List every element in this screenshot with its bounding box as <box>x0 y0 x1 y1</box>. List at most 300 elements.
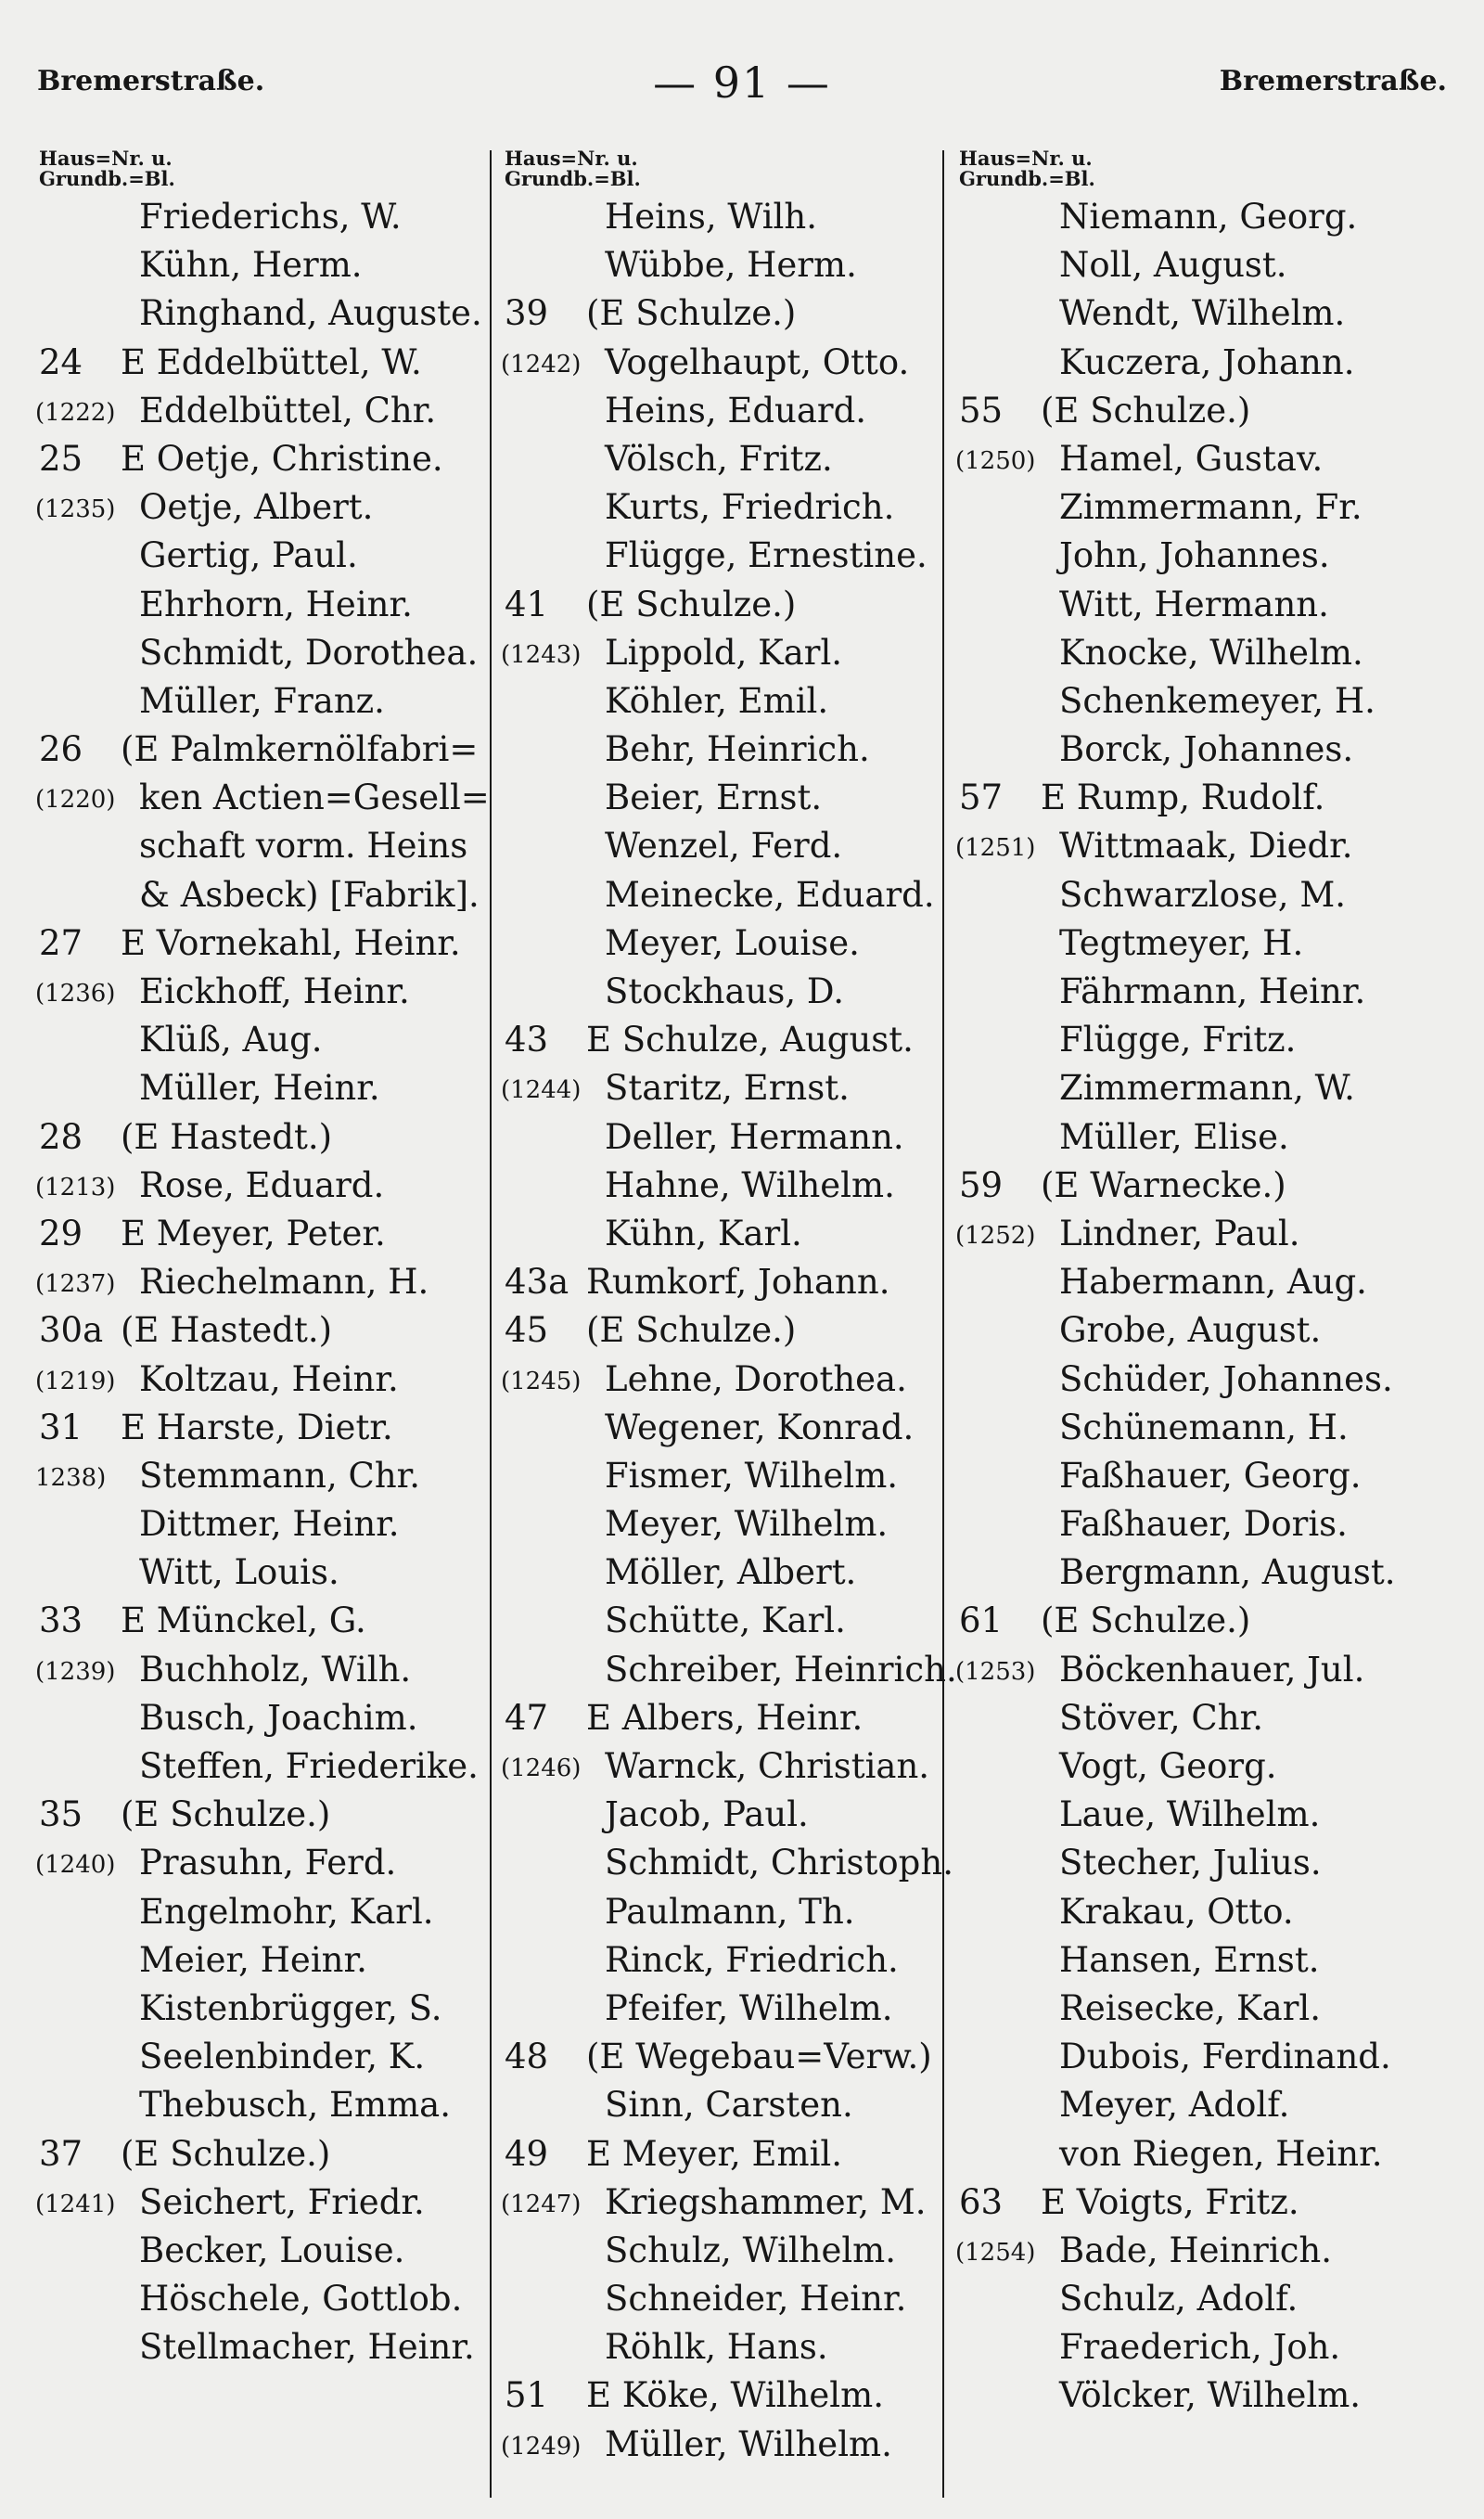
directory-entry <box>501 1356 953 1404</box>
directory-entry <box>501 1742 953 1791</box>
directory-entry <box>501 2421 953 2469</box>
house-number: 43 <box>505 1020 549 1060</box>
resident-name: & Asbeck) [Fabrik]. <box>139 874 480 915</box>
resident-name: Meinecke, Eduard. <box>605 874 935 915</box>
land-register-number: (1219) <box>35 1367 116 1395</box>
directory-entry <box>35 2275 490 2323</box>
house-number: 35 <box>39 1794 83 1835</box>
resident-name: E Vornekahl, Heinr. <box>121 922 461 963</box>
page-header <box>37 58 1447 121</box>
house-number: 57 <box>959 778 1004 818</box>
resident-name: Wittmaak, Diedr. <box>1059 826 1353 867</box>
land-register-number: (1253) <box>955 1657 1036 1686</box>
resident-name: Rose, Eduard. <box>139 1164 385 1205</box>
directory-entry <box>35 726 490 774</box>
directory-entry <box>35 968 490 1016</box>
directory-entry <box>35 1162 490 1210</box>
directory-entry <box>955 629 1447 677</box>
directory-entry <box>501 289 953 338</box>
directory-entry <box>501 1113 953 1162</box>
directory-entry <box>955 1839 1447 1887</box>
directory-entry <box>955 968 1447 1016</box>
directory-entry <box>955 919 1447 968</box>
resident-name: Sinn, Carsten. <box>605 2085 853 2126</box>
resident-name: Buchholz, Wilh. <box>139 1649 412 1690</box>
directory-entry <box>955 822 1447 870</box>
resident-name: Vogelhaupt, Otto. <box>605 341 910 382</box>
resident-name: Schenkemeyer, H. <box>1059 680 1375 721</box>
land-register-number: (1243) <box>501 640 582 669</box>
house-number: 41 <box>505 584 549 624</box>
resident-name: Schwarzlose, M. <box>1059 874 1346 915</box>
directory-entry <box>501 1258 953 1306</box>
directory-entry <box>955 2275 1447 2323</box>
directory-entry <box>501 1452 953 1500</box>
directory-entry <box>955 677 1447 726</box>
resident-name: Wegener, Konrad. <box>605 1407 915 1447</box>
land-register-number: (1245) <box>501 1367 582 1395</box>
directory-entry <box>955 1936 1447 1985</box>
directory-entry <box>955 339 1447 387</box>
house-number: 43a <box>505 1262 569 1303</box>
directory-entry <box>35 677 490 726</box>
page-number: — 91 — <box>653 58 831 108</box>
resident-name: (E Schulze.) <box>1041 390 1251 431</box>
resident-name: schaft vorm. Heins <box>139 826 468 867</box>
resident-name: Witt, Louis. <box>139 1552 339 1593</box>
directory-entry <box>955 2371 1447 2420</box>
directory-entry <box>501 968 953 1016</box>
resident-name: Hahne, Wilhelm. <box>605 1164 895 1205</box>
resident-name: Schneider, Heinr. <box>605 2279 907 2320</box>
resident-name: E Schulze, August. <box>586 1020 914 1060</box>
directory-entry <box>35 1985 490 2033</box>
resident-name: Knocke, Wilhelm. <box>1059 632 1363 673</box>
house-number: 33 <box>39 1600 83 1641</box>
directory-entry <box>955 1113 1447 1162</box>
resident-name: Schünemann, H. <box>1059 1407 1349 1447</box>
resident-name: Zimmermann, Fr. <box>1059 487 1362 528</box>
land-register-number: (1240) <box>35 1851 116 1880</box>
resident-name: Schulz, Wilhelm. <box>605 2230 897 2270</box>
directory-entry <box>35 1113 490 1162</box>
resident-name: Meyer, Adolf. <box>1059 2085 1290 2126</box>
column-label-land-register: Grundb.=Bl. <box>959 167 1095 190</box>
directory-entry <box>35 532 490 580</box>
house-number: 26 <box>39 729 83 770</box>
directory-entry <box>955 289 1447 338</box>
directory-entry <box>35 1646 490 1694</box>
resident-name: Rinck, Friedrich. <box>605 1939 899 1980</box>
directory-entry <box>501 1791 953 1839</box>
column-label-house-number: Haus=Nr. u. <box>959 147 1093 170</box>
directory-entry <box>501 1646 957 1694</box>
resident-name: (E Schulze.) <box>121 2133 331 2174</box>
directory-entry <box>501 2227 953 2275</box>
resident-name: E Münckel, G. <box>121 1600 366 1641</box>
resident-name: Niemann, Georg. <box>1059 197 1358 237</box>
resident-name: (E Schulze.) <box>121 1794 331 1835</box>
directory-entry <box>501 241 953 289</box>
directory-entry <box>955 2130 1447 2178</box>
directory-entry <box>35 483 490 532</box>
house-number: 25 <box>39 438 83 479</box>
resident-name: Reisecke, Karl. <box>1059 1987 1322 2028</box>
directory-entry <box>501 1500 953 1549</box>
directory-entry <box>35 387 490 435</box>
directory-entry <box>955 1500 1447 1549</box>
directory-entry <box>35 1064 490 1112</box>
land-register-number: (1237) <box>35 1270 116 1299</box>
resident-name: Dubois, Ferdinand. <box>1059 2037 1391 2077</box>
directory-entry <box>35 2323 490 2371</box>
resident-name: Faßhauer, Georg. <box>1059 1455 1362 1496</box>
resident-name: Flügge, Ernestine. <box>605 535 928 576</box>
directory-entry <box>501 774 953 822</box>
resident-name: Paulmann, Th. <box>605 1891 855 1932</box>
land-register-number: (1222) <box>35 398 116 427</box>
directory-entry <box>955 1356 1447 1404</box>
land-register-number: (1244) <box>501 1076 582 1105</box>
directory-entry <box>955 2323 1447 2371</box>
resident-name: Müller, Franz. <box>139 680 385 721</box>
directory-entry <box>35 1839 490 1887</box>
directory-entry <box>501 483 953 532</box>
resident-name: Müller, Elise. <box>1059 1116 1289 1157</box>
resident-name: Deller, Hermann. <box>605 1116 904 1157</box>
directory-column-1 <box>35 148 490 2505</box>
resident-name: Borck, Johannes. <box>1059 729 1354 770</box>
directory-entry <box>501 532 953 580</box>
house-number: 37 <box>39 2133 83 2174</box>
directory-entry <box>955 1162 1447 1210</box>
resident-name: (E Wegebau=Verw.) <box>586 2037 932 2077</box>
land-register-number: (1247) <box>501 2190 582 2218</box>
directory-entry <box>955 1888 1447 1936</box>
resident-name: Krakau, Otto. <box>1059 1891 1294 1932</box>
land-register-number: (1220) <box>35 786 116 815</box>
column-label-house-number: Haus=Nr. u. <box>505 147 638 170</box>
directory-entry <box>501 1694 953 1742</box>
resident-name: Klüß, Aug. <box>139 1020 323 1060</box>
house-number: 24 <box>39 341 83 382</box>
directory-entry <box>501 193 953 241</box>
directory-entry <box>955 1016 1447 1064</box>
directory-entry <box>955 1646 1447 1694</box>
directory-entry <box>501 339 953 387</box>
entry-list <box>955 193 1447 2421</box>
directory-entry <box>501 1210 953 1258</box>
resident-name: E Rump, Rudolf. <box>1041 778 1325 818</box>
land-register-number: (1246) <box>501 1754 582 1782</box>
resident-name: (E Warnecke.) <box>1041 1164 1286 1205</box>
resident-name: Fismer, Wilhelm. <box>605 1455 899 1496</box>
land-register-number: (1249) <box>501 2432 582 2461</box>
resident-name: Fraederich, Joh. <box>1059 2327 1341 2368</box>
directory-entry <box>35 2178 490 2227</box>
directory-entry <box>35 1306 490 1355</box>
resident-name: Müller, Heinr. <box>139 1068 380 1109</box>
directory-entry <box>501 2178 953 2227</box>
resident-name: Kurts, Friedrich. <box>605 487 895 528</box>
house-number: 48 <box>505 2037 549 2077</box>
directory-entry <box>955 241 1447 289</box>
running-head-right: Bremerstraße. <box>1219 65 1447 97</box>
land-register-number: (1241) <box>35 2190 116 2218</box>
directory-entry <box>955 2033 1447 2081</box>
resident-name: (E Palmkernölfabri= <box>121 729 479 770</box>
directory-entry <box>35 1016 490 1064</box>
directory-entry <box>501 1064 953 1112</box>
directory-entry <box>35 289 490 338</box>
resident-name: (E Schulze.) <box>586 584 797 624</box>
directory-entry <box>501 2323 953 2371</box>
directory-entry <box>35 629 490 677</box>
entry-list <box>501 193 957 2469</box>
directory-entry <box>501 1936 953 1985</box>
directory-entry <box>955 871 1447 919</box>
resident-name: (E Schulze.) <box>586 1310 797 1351</box>
resident-name: Böckenhauer, Jul. <box>1059 1649 1365 1690</box>
resident-name: Seichert, Friedr. <box>139 2181 425 2222</box>
directory-entry <box>955 1404 1447 1452</box>
resident-name: Vogt, Georg. <box>1059 1746 1277 1786</box>
directory-entry <box>35 1356 490 1404</box>
house-number: 61 <box>959 1600 1004 1641</box>
resident-name: Staritz, Ernst. <box>605 1068 850 1109</box>
house-number: 59 <box>959 1164 1004 1205</box>
resident-name: Kistenbrügger, S. <box>139 1987 442 2028</box>
house-number: 55 <box>959 390 1004 431</box>
directory-entry <box>35 1888 490 1936</box>
directory-entry <box>35 193 490 241</box>
resident-name: Heins, Eduard. <box>605 390 867 431</box>
directory-entry <box>955 1258 1447 1306</box>
directory-entry <box>955 1306 1447 1355</box>
resident-name: ken Actien=Gesell= <box>139 778 490 818</box>
resident-name: E Oetje, Christine. <box>121 438 443 479</box>
directory-entry <box>955 1597 1447 1645</box>
resident-name: (E Schulze.) <box>586 293 797 334</box>
resident-name: Lippold, Karl. <box>605 632 843 673</box>
house-number: 31 <box>39 1407 83 1447</box>
directory-entry <box>501 726 953 774</box>
resident-name: Stöver, Chr. <box>1059 1697 1263 1738</box>
resident-name: Behr, Heinrich. <box>605 729 870 770</box>
resident-name: Wendt, Wilhelm. <box>1059 293 1346 334</box>
resident-name: (E Schulze.) <box>1041 1600 1251 1641</box>
resident-name: Ehrhorn, Heinr. <box>139 584 413 624</box>
directory-entry <box>35 2130 490 2178</box>
directory-entry <box>35 1404 490 1452</box>
directory-entry <box>501 2371 953 2420</box>
resident-name: Witt, Hermann. <box>1059 584 1329 624</box>
directory-entry <box>501 2033 953 2081</box>
resident-name: Warnck, Christian. <box>605 1746 930 1786</box>
resident-name: Schreiber, Heinrich. <box>605 1649 957 1690</box>
directory-entry <box>501 871 953 919</box>
directory-entry <box>35 339 490 387</box>
directory-entry <box>35 1452 490 1500</box>
directory-entry <box>955 2227 1447 2275</box>
resident-name: Koltzau, Heinr. <box>139 1358 399 1399</box>
resident-name: Ringhand, Auguste. <box>139 293 482 334</box>
directory-entry <box>501 629 953 677</box>
resident-name: Schmidt, Christoph. <box>605 1843 953 1883</box>
resident-name: Steffen, Friederike. <box>139 1746 479 1786</box>
resident-name: Möller, Albert. <box>605 1552 857 1593</box>
directory-entry <box>955 1064 1447 1112</box>
resident-name: von Riegen, Heinr. <box>1059 2133 1383 2174</box>
directory-entry <box>955 483 1447 532</box>
resident-name: Faßhauer, Doris. <box>1059 1504 1348 1545</box>
directory-entry <box>955 1452 1447 1500</box>
resident-name: Hansen, Ernst. <box>1059 1939 1320 1980</box>
directory-entry <box>955 774 1447 822</box>
directory-entry <box>35 581 490 629</box>
directory-column-3 <box>955 148 1447 2505</box>
resident-name: Eickhoff, Heinr. <box>139 971 410 1011</box>
directory-entry <box>501 1404 953 1452</box>
directory-entry <box>35 435 490 483</box>
resident-name: Schüder, Johannes. <box>1059 1358 1393 1399</box>
directory-entry <box>35 2227 490 2275</box>
directory-entry <box>955 1549 1447 1597</box>
directory-entry <box>35 1258 490 1306</box>
resident-name: Seelenbinder, K. <box>139 2037 426 2077</box>
resident-name: E Voigts, Fritz. <box>1041 2181 1299 2222</box>
resident-name: Jacob, Paul. <box>605 1794 809 1835</box>
resident-name: Höschele, Gottlob. <box>139 2279 463 2320</box>
resident-name: Schmidt, Dorothea. <box>139 632 479 673</box>
resident-name: Oetje, Albert. <box>139 487 374 528</box>
directory-entry <box>501 1016 953 1064</box>
directory-entry <box>501 919 953 968</box>
directory-entry <box>501 2275 953 2323</box>
directory-entry <box>955 1210 1447 1258</box>
column-label-land-register: Grundb.=Bl. <box>39 167 175 190</box>
resident-name: Laue, Wilhelm. <box>1059 1794 1321 1835</box>
land-register-number: (1236) <box>35 980 116 1008</box>
resident-name: Kühn, Herm. <box>139 245 363 286</box>
resident-name: Fährmann, Heinr. <box>1059 971 1366 1011</box>
resident-name: Rumkorf, Johann. <box>586 1262 890 1303</box>
directory-entry <box>501 1549 953 1597</box>
directory-entry <box>501 677 953 726</box>
resident-name: Bade, Heinrich. <box>1059 2230 1333 2270</box>
directory-entry <box>35 241 490 289</box>
land-register-number: (1235) <box>35 495 116 524</box>
resident-name: Pfeifer, Wilhelm. <box>605 1987 893 2028</box>
resident-name: Stellmacher, Heinr. <box>139 2327 475 2368</box>
resident-name: Bergmann, August. <box>1059 1552 1396 1593</box>
resident-name: Engelmohr, Karl. <box>139 1891 434 1932</box>
directory-entry <box>35 1694 490 1742</box>
land-register-number: (1254) <box>955 2238 1036 2267</box>
resident-name: Stemmann, Chr. <box>139 1455 421 1496</box>
resident-name: Tegtmeyer, H. <box>1059 922 1304 963</box>
directory-entry <box>35 2081 490 2129</box>
resident-name: Köhler, Emil. <box>605 680 829 721</box>
resident-name: Kuczera, Johann. <box>1059 341 1355 382</box>
directory-entry <box>35 1742 490 1791</box>
resident-name: Grobe, August. <box>1059 1310 1322 1351</box>
resident-name: Gertig, Paul. <box>139 535 358 576</box>
directory-entry <box>501 1839 953 1887</box>
resident-name: Röhlk, Hans. <box>605 2327 828 2368</box>
directory-entry <box>955 726 1447 774</box>
resident-name: (E Hastedt.) <box>121 1310 333 1351</box>
land-register-number: (1239) <box>35 1657 116 1686</box>
directory-entry <box>35 1936 490 1985</box>
resident-name: Lindner, Paul. <box>1059 1213 1300 1253</box>
resident-name: Lehne, Dorothea. <box>605 1358 907 1399</box>
house-number: 63 <box>959 2181 1004 2222</box>
directory-entry <box>955 1694 1447 1742</box>
resident-name: Wübbe, Herm. <box>605 245 857 286</box>
resident-name: Meier, Heinr. <box>139 1939 367 1980</box>
land-register-number: (1252) <box>955 1221 1036 1250</box>
directory-entry <box>955 1791 1447 1839</box>
house-number: 30a <box>39 1310 104 1351</box>
directory-entry <box>35 2033 490 2081</box>
resident-name: Stecher, Julius. <box>1059 1843 1322 1883</box>
directory-entry <box>35 871 490 919</box>
land-register-number: (1242) <box>501 350 582 379</box>
directory-entry <box>501 1162 953 1210</box>
resident-name: (E Hastedt.) <box>121 1116 333 1157</box>
house-number: 27 <box>39 922 83 963</box>
directory-entry <box>501 822 953 870</box>
directory-entry <box>35 1210 490 1258</box>
house-number: 47 <box>505 1697 549 1738</box>
resident-name: Völcker, Wilhelm. <box>1059 2375 1362 2416</box>
directory-entry <box>501 2081 953 2129</box>
resident-name: Hamel, Gustav. <box>1059 438 1324 479</box>
resident-name: Meyer, Louise. <box>605 922 860 963</box>
resident-name: Dittmer, Heinr. <box>139 1504 400 1545</box>
directory-entry <box>955 193 1447 241</box>
directory-entry <box>501 1888 953 1936</box>
directory-entry <box>501 581 953 629</box>
land-register-number: (1250) <box>955 446 1036 475</box>
resident-name: Beier, Ernst. <box>605 778 823 818</box>
directory-entry <box>955 1742 1447 1791</box>
column-divider <box>490 150 492 2498</box>
resident-name: E Eddelbüttel, W. <box>121 341 422 382</box>
resident-name: Habermann, Aug. <box>1059 1262 1367 1303</box>
house-number: 51 <box>505 2375 549 2416</box>
directory-entry <box>955 2081 1447 2129</box>
house-number: 29 <box>39 1213 83 1253</box>
directory-entry <box>501 387 953 435</box>
directory-entry <box>35 1549 490 1597</box>
resident-name: Stockhaus, D. <box>605 971 844 1011</box>
resident-name: Eddelbüttel, Chr. <box>139 390 437 431</box>
directory-entry <box>955 581 1447 629</box>
resident-name: Flügge, Fritz. <box>1059 1020 1297 1060</box>
resident-name: E Meyer, Peter. <box>121 1213 386 1253</box>
directory-entry <box>955 435 1447 483</box>
resident-name: Kühn, Karl. <box>605 1213 802 1253</box>
resident-name: Becker, Louise. <box>139 2230 405 2270</box>
resident-name: Zimmermann, W. <box>1059 1068 1355 1109</box>
resident-name: John, Johannes. <box>1059 535 1330 576</box>
directory-entry <box>501 1985 953 2033</box>
directory-entry <box>35 774 490 822</box>
directory-entry <box>955 387 1447 435</box>
house-number: 45 <box>505 1310 549 1351</box>
